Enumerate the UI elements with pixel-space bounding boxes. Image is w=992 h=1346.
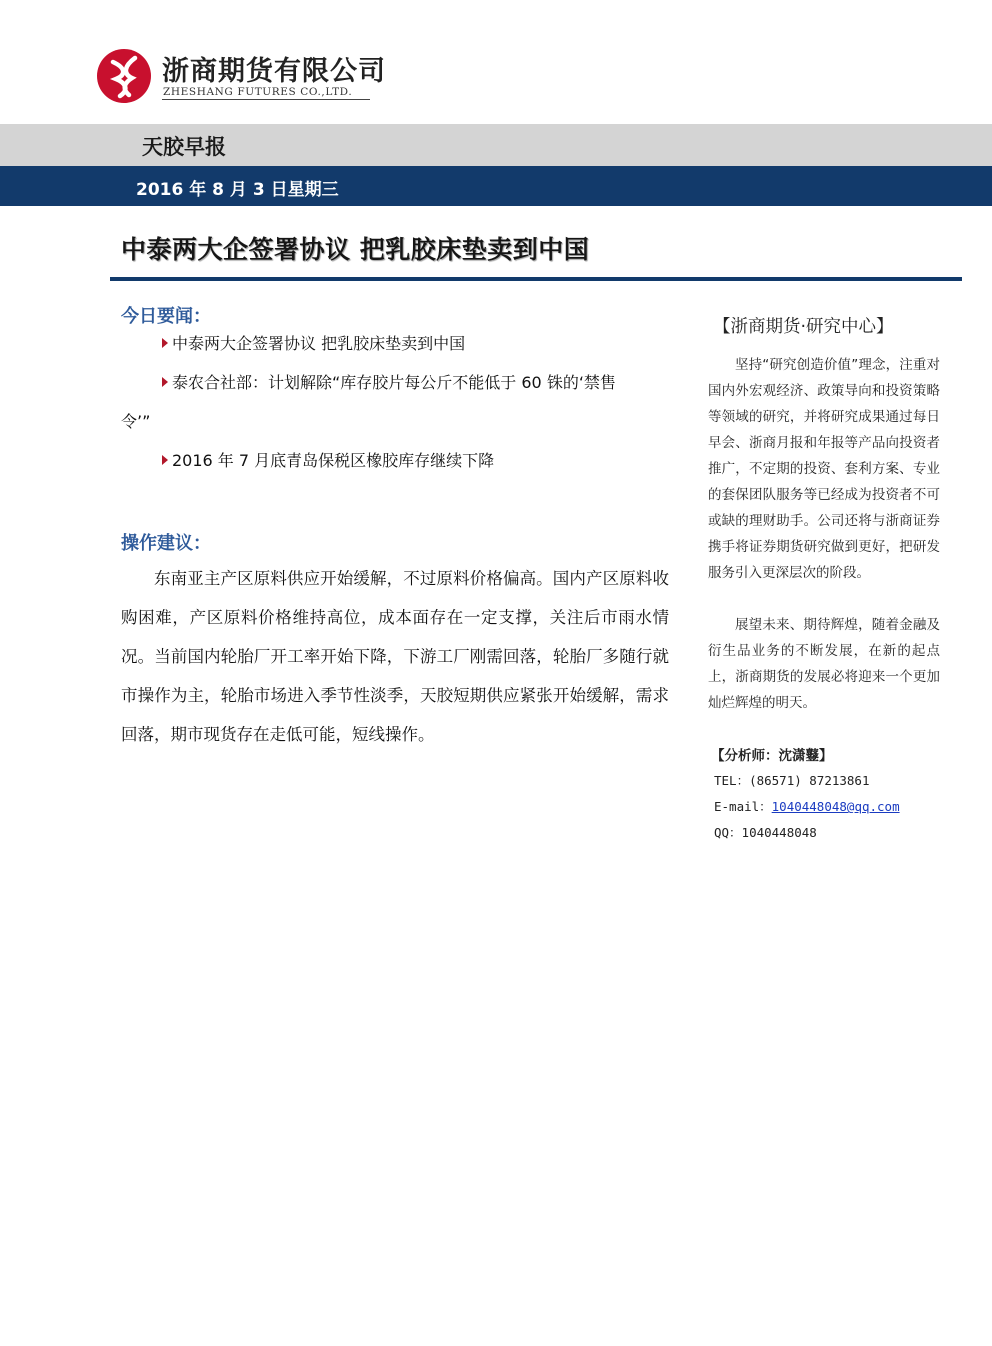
news-item [162, 325, 465, 363]
page-headline: 中泰两大企签署协议 把乳胶床垫卖到中国 [121, 235, 590, 264]
news-item [162, 364, 672, 402]
advice-section-heading: 操作建议： [121, 533, 211, 554]
bullet-triangle-icon [162, 377, 168, 387]
news-item [162, 442, 494, 480]
logo-divider [162, 99, 370, 100]
research-center-outlook: 展望未来、期待辉煌，随着金融及衍生品业务的不断发展，在新的起点上，浙商期货的发展必将迎来一个更加灿烂辉煌的明天。 [708, 617, 940, 711]
analyst-phone: TEL：(86571) 87213861 [714, 773, 870, 788]
analyst-email [714, 797, 900, 815]
news-section-heading: 今日要闻： [121, 306, 211, 327]
news-item-text: 泰农合社部：计划解除“库存胶片每公斤不能低于 60 铢的‘禁售 [172, 373, 616, 392]
bullet-triangle-icon [162, 338, 168, 348]
news-item-text: 中泰两大企签署协议 把乳胶床垫卖到中国 [172, 334, 466, 353]
headline-divider [110, 277, 962, 281]
advice-paragraph: 东南亚主产区原料供应开始缓解，不过原料价格偏高。国内产区原料收购困难，产区原料价格维持高位，成本面存在一定支撑，关注后市雨水情况。当前国内轮胎厂开工率开始下降，下游工厂刚需回落，轮胎厂多随行就市操作为主，轮胎市场进入季节性淡季，天胶短期供应紧张开始缓解，需求回落，期市现货存在走低可能，短线操作。 [121, 569, 669, 744]
news-item-text: 2016 年 7 月底青岛保税区橡胶库存继续下降 [172, 451, 495, 470]
company-name-cn: 浙商期货有限公司 [162, 56, 386, 87]
report-date: 2016 年 8 月 3 日星期三 [136, 180, 339, 200]
analyst-qq: QQ：1040448048 [714, 825, 817, 840]
research-center-title: 【浙商期货·研究中心】 [713, 317, 894, 337]
analyst-name: 【分析师：沈潇鼟】 [711, 748, 833, 764]
company-name-en: ZHESHANG FUTURES CO.,LTD. [163, 86, 353, 98]
report-type-title: 天胶早报 [142, 135, 226, 159]
email-link[interactable]: 1040448048@qq.com [771, 799, 900, 814]
bullet-triangle-icon [162, 455, 168, 465]
email-label: E-mail： [714, 799, 772, 814]
news-item-continuation: 令’” [121, 412, 151, 431]
company-logo-icon [96, 48, 152, 104]
research-center-intro: 坚持“研究创造价值”理念，注重对国内外宏观经济、政策导向和投资策略等领域的研究，并将研究成果通过每日早会、浙商月报和年报等产品向投资者推广，不定期的投资、套利方案、专业的套保团队服务等已经成为投资者不可或缺的理财助手。公司还将与浙商证券携手将证券期货研究做到更好，把研发服务引入更深层次的阶段。 [708, 357, 940, 581]
